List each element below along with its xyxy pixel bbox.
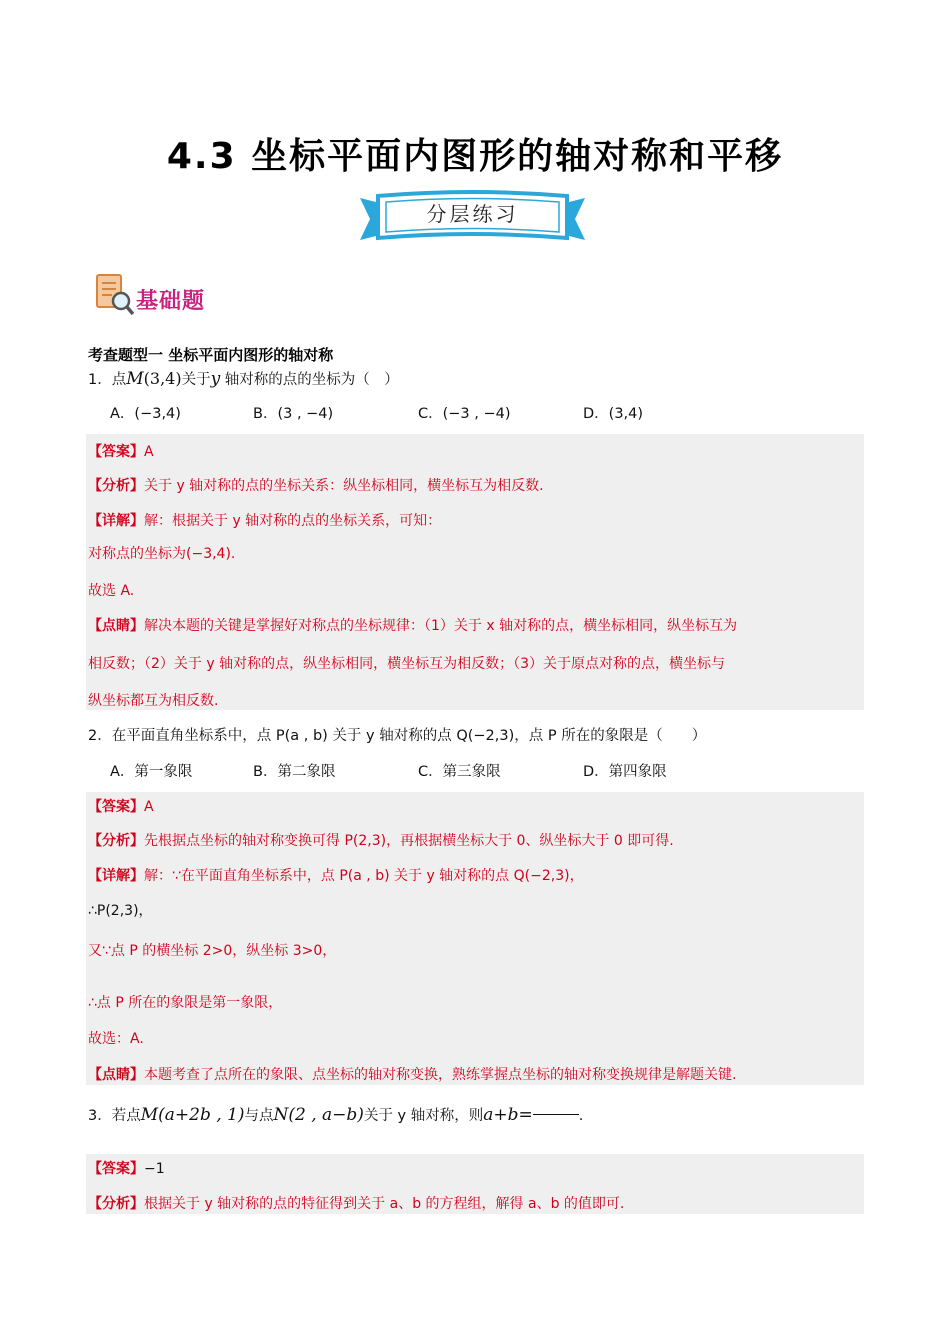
option-d: D．(3,4)	[583, 406, 644, 422]
question-3: 3．若点M(a+2b , 1)与点N(2 , a−b)关于 y 轴对称，则a+b= .	[88, 1105, 584, 1125]
section-label: 基础题	[136, 288, 206, 314]
option-b: B．(3 , −4)	[253, 406, 334, 422]
answer-3: 【答案】−1	[88, 1161, 165, 1177]
step-2-3: ∴点 P 所在的象限是第一象限，	[88, 995, 283, 1011]
answer-1: 【答案】A	[88, 444, 154, 460]
detail-1-result: 对称点的坐标为(−3,4).	[88, 546, 236, 562]
step-2-2: 又∵点 P 的横坐标 2>0，纵坐标 3>0，	[88, 943, 337, 959]
step-2-1: ∴P(2,3)，	[88, 903, 153, 919]
analysis-3: 【分析】根据关于 y 轴对称的点的特征得到关于 a、b 的方程组，解得 a、b 的值即可.	[88, 1196, 625, 1212]
answer-blank	[533, 1114, 579, 1115]
detail-2: 【详解】解：∵在平面直角坐标系中，点 P(a , b) 关于 y 轴对称的点 Q(−2,3)，	[88, 868, 584, 884]
question-1: 1．点M(3,4)关于y 轴对称的点的坐标为（ ）	[88, 369, 399, 389]
remark-2: 【点睛】本题考查了点所在的象限、点坐标的轴对称变换，熟练掌握点坐标的轴对称变换规律是解题关键.	[88, 1067, 737, 1083]
remark-1-line-1: 【点睛】解决本题的关键是掌握好对称点的坐标规律：（1）关于 x 轴对称的点，横坐标相同，纵坐标互为	[88, 618, 738, 634]
option-a: A．第一象限	[110, 764, 193, 780]
option-c: C．(−3 , −4)	[418, 406, 511, 422]
option-b: B．第二象限	[253, 764, 336, 780]
choice-1: 故选 A.	[88, 583, 135, 599]
choice-2: 故选：A.	[88, 1031, 144, 1047]
detail-1: 【详解】解：根据关于 y 轴对称的点的坐标关系，可知：	[88, 513, 442, 529]
question-type-heading: 考查题型一 坐标平面内图形的轴对称	[88, 346, 334, 364]
magnifier-book-icon	[94, 272, 134, 316]
option-c: C．第三象限	[418, 764, 501, 780]
analysis-2: 【分析】先根据点坐标的轴对称变换可得 P(2,3)，再根据横坐标大于 0、纵坐标大于 0 即可得.	[88, 833, 674, 849]
option-a: A．(−3,4)	[110, 406, 181, 422]
answer-2: 【答案】A	[88, 799, 154, 815]
remark-1-line-3: 纵坐标都互为相反数.	[88, 693, 219, 709]
remark-1-line-2: 相反数；（2）关于 y 轴对称的点，纵坐标相同，横坐标互为相反数；（3）关于原点对称的点，横坐标与	[88, 656, 725, 672]
question-2: 2．在平面直角坐标系中，点 P(a , b) 关于 y 轴对称的点 Q(−2,3)，点 P 所在的象限是（ ）	[88, 728, 707, 744]
option-d: D．第四象限	[583, 764, 667, 780]
page-title: 4.3 坐标平面内图形的轴对称和平移	[166, 136, 784, 177]
ribbon-label: 分层练习	[426, 202, 519, 226]
analysis-1: 【分析】关于 y 轴对称的点的坐标关系：纵坐标相同，横坐标互为相反数.	[88, 478, 544, 494]
